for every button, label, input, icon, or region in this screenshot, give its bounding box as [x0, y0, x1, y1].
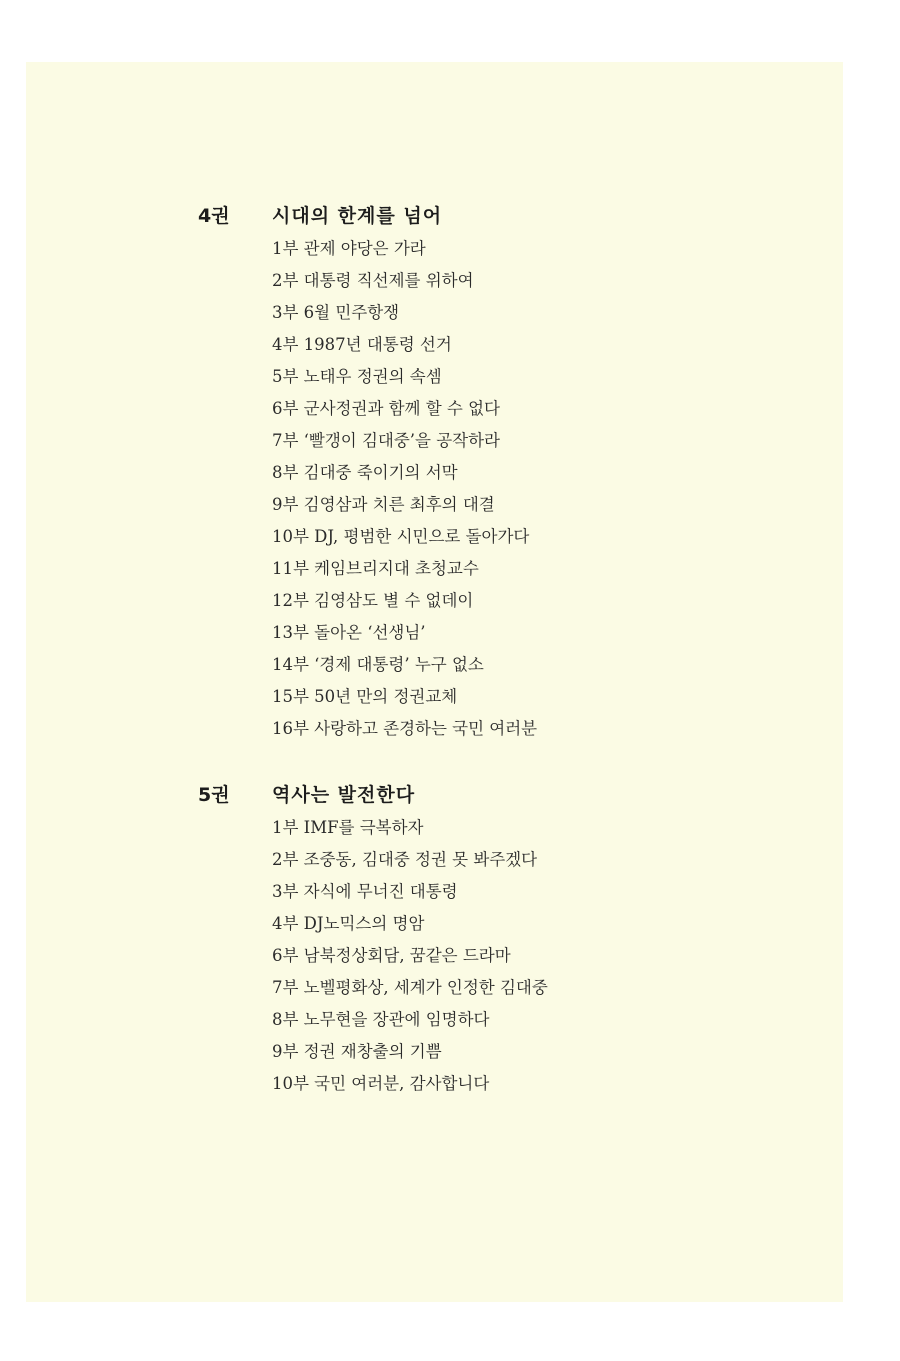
part-item: 2부 대통령 직선제를 위하여 — [272, 271, 474, 290]
parts-list — [198, 233, 818, 745]
part-item: 1부 IMF를 극복하자 — [272, 818, 424, 837]
volume-heading — [198, 780, 818, 812]
parts-list — [198, 812, 818, 1100]
part-item: 11부 케임브리지대 초청교수 — [272, 559, 479, 578]
part-item: 2부 조중동, 김대중 정권 못 봐주겠다 — [272, 850, 538, 869]
volume-title: 역사는 발전한다 — [272, 784, 416, 806]
volume-section — [198, 201, 818, 745]
part-item: 4부 DJ노믹스의 명암 — [272, 914, 425, 933]
part-item: 6부 군사정권과 함께 할 수 없다 — [272, 399, 500, 418]
part-item: 4부 1987년 대통령 선거 — [272, 335, 452, 354]
part-item: 9부 정권 재창출의 기쁨 — [272, 1042, 442, 1061]
part-item: 7부 ‘빨갱이 김대중’을 공작하라 — [272, 431, 500, 450]
part-item: 3부 자식에 무너진 대통령 — [272, 882, 458, 901]
part-item: 12부 김영삼도 별 수 없데이 — [272, 591, 474, 610]
volume-section — [198, 780, 818, 1100]
part-item: 10부 DJ, 평범한 시민으로 돌아가다 — [272, 527, 530, 546]
volume-title: 시대의 한계를 넘어 — [272, 205, 443, 227]
part-item: 15부 50년 만의 정권교체 — [272, 687, 458, 706]
part-item: 3부 6월 민주항쟁 — [272, 303, 400, 322]
part-item: 10부 국민 여러분, 감사합니다 — [272, 1074, 490, 1093]
part-item: 7부 노벨평화상, 세계가 인정한 김대중 — [272, 978, 548, 997]
part-item: 1부 관제 야당은 가라 — [272, 239, 426, 258]
book-page — [26, 62, 843, 1302]
part-item: 13부 돌아온 ‘선생님’ — [272, 623, 426, 642]
part-item: 6부 남북정상회담, 꿈같은 드라마 — [272, 946, 511, 965]
part-item: 8부 노무현을 장관에 임명하다 — [272, 1010, 490, 1029]
part-item: 14부 ‘경제 대통령’ 누구 없소 — [272, 655, 484, 674]
volume-number: 5권 — [198, 784, 230, 806]
part-item: 16부 사랑하고 존경하는 국민 여러분 — [272, 719, 538, 738]
part-item: 5부 노태우 정권의 속셈 — [272, 367, 442, 386]
part-item: 9부 김영삼과 치른 최후의 대결 — [272, 495, 495, 514]
volume-heading — [198, 201, 818, 233]
volume-number: 4권 — [198, 205, 230, 227]
part-item: 8부 김대중 죽이기의 서막 — [272, 463, 458, 482]
